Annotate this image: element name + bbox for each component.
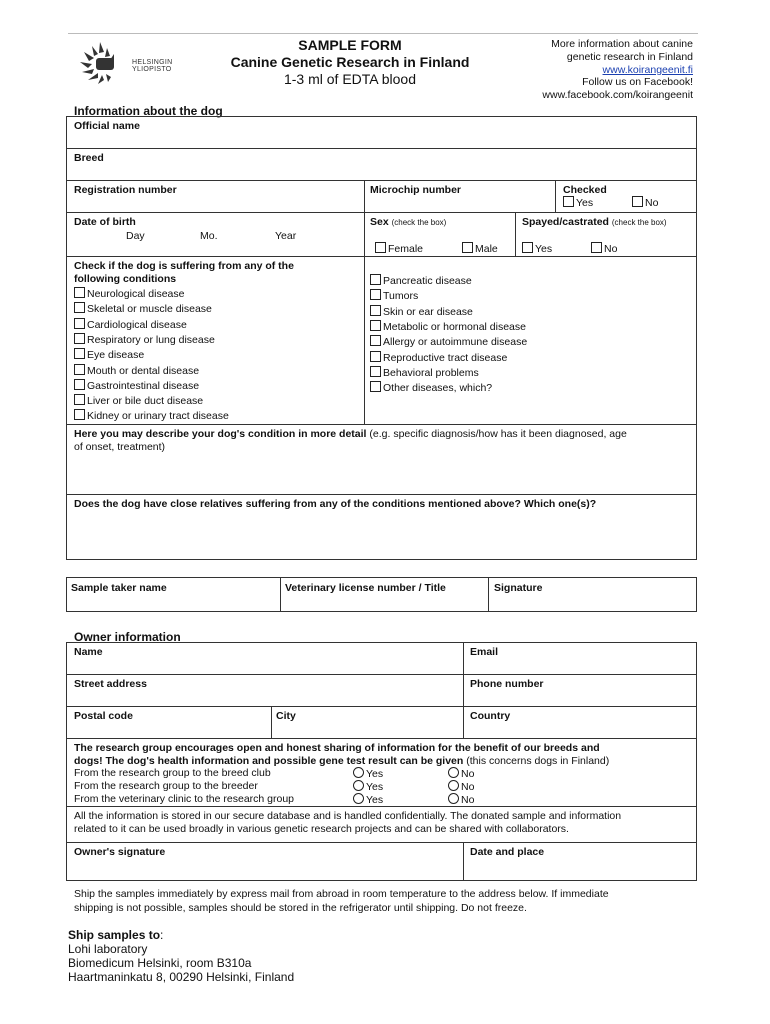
row-divider [66, 674, 697, 675]
col-divider [280, 577, 281, 612]
spayed-yes-label: Yes [535, 243, 553, 255]
checkbox[interactable] [370, 366, 381, 377]
title-blood-amount: 1-3 ml of EDTA blood [283, 71, 417, 87]
condition-label: Eye disease [87, 349, 145, 362]
info-line-1: More information about canine [551, 38, 693, 50]
dob-day-field[interactable]: Day [126, 230, 145, 242]
female-label: Female [388, 243, 424, 255]
condition-label: Tumors [383, 290, 419, 303]
consent-yes-label: Yes [366, 768, 384, 780]
condition-option[interactable] [74, 379, 199, 392]
spayed-label-text: Spayed/castrated [522, 216, 609, 228]
row-divider [66, 494, 697, 495]
info-block [500, 38, 693, 102]
title-canine-research: Canine Genetic Research in Finland [230, 54, 470, 70]
checkbox[interactable] [370, 335, 381, 346]
street-address-field[interactable]: Street address [74, 678, 147, 690]
condition-option[interactable] [74, 302, 212, 315]
checkbox[interactable] [370, 289, 381, 300]
postal-code-field[interactable]: Postal code [74, 710, 133, 722]
condition-label: Other diseases, which? [383, 382, 493, 395]
col-divider [271, 706, 272, 738]
radio-button[interactable] [448, 780, 459, 791]
conditions-title [74, 260, 294, 286]
radio-button[interactable] [353, 780, 364, 791]
title-sample-form: SAMPLE FORM [298, 37, 402, 53]
condition-label: Mouth or dental disease [87, 364, 200, 377]
sex-male-option[interactable] [462, 242, 498, 255]
checkbox[interactable] [462, 242, 473, 253]
dob-month-field[interactable]: Mo. [200, 230, 218, 242]
owner-section-title: Owner information [74, 630, 181, 644]
university-logo [74, 38, 209, 88]
condition-option[interactable] [74, 409, 229, 422]
col-divider [555, 180, 556, 212]
checked-yes-option[interactable] [563, 196, 593, 209]
sex-label-text: Sex [370, 216, 389, 228]
condition-option[interactable] [74, 333, 215, 346]
consent-yes-option[interactable] [353, 767, 383, 780]
describe-rest: (e.g. specific diagnosis/how has it been diagnosed, age [369, 428, 627, 440]
row-divider [66, 424, 697, 425]
checkbox[interactable] [74, 287, 85, 298]
consent-no-option[interactable] [448, 793, 474, 806]
form-title [200, 37, 500, 88]
vet-license-field[interactable]: Veterinary license number / Title [285, 582, 446, 594]
col-divider [463, 642, 464, 738]
owner-signature-field[interactable]: Owner's signature [74, 846, 166, 858]
spayed-no-option[interactable] [591, 242, 617, 255]
checked-yes-label: Yes [576, 197, 594, 209]
consent-no-label: No [461, 781, 475, 793]
row-divider [66, 212, 697, 213]
radio-button[interactable] [448, 767, 459, 778]
describe-bold: Here you may describe your dog's condition in more detail [74, 428, 367, 440]
checkbox[interactable] [370, 320, 381, 331]
checkbox[interactable] [74, 348, 85, 359]
condition-option[interactable] [74, 348, 144, 361]
checked-no-label: No [645, 197, 659, 209]
checkbox[interactable] [74, 318, 85, 329]
address-line-3: Haartmaninkatu 8, 00290 Helsinki, Finland [68, 970, 295, 984]
row-divider [66, 738, 697, 739]
condition-option[interactable] [370, 289, 418, 302]
condition-label: Respiratory or lung disease [87, 333, 215, 346]
consent-row-label: From the research group to the breeder [74, 780, 258, 792]
consent-line-2-bold: dogs! The dog's health information and possible gene test result can be given [74, 754, 464, 767]
owner-email-field[interactable]: Email [470, 646, 499, 658]
checkbox[interactable] [74, 333, 85, 344]
info-line-3: Follow us on Facebook! [582, 76, 693, 89]
row-divider [66, 148, 697, 149]
consent-no-label: No [461, 768, 475, 780]
condition-label: Pancreatic disease [383, 275, 472, 287]
checkbox[interactable] [74, 394, 85, 405]
registration-number-field[interactable]: Registration number [74, 184, 177, 196]
row-divider [66, 180, 697, 181]
logo-text: HELSINGIN YLIOPISTO [132, 59, 173, 73]
storage-line-2: related to it can be used broadly in various genetic research projects and can be shared with collaborators. [74, 823, 569, 835]
radio-button[interactable] [353, 767, 364, 778]
address-line-2: Biomedicum Helsinki, room B310a [68, 956, 252, 970]
consent-no-option[interactable] [448, 780, 474, 793]
city-field[interactable]: City [276, 710, 296, 722]
address-line-1: Lohi laboratory [68, 942, 148, 956]
shipping-note [74, 887, 609, 915]
condition-option[interactable] [370, 305, 473, 318]
spayed-label [522, 216, 667, 228]
condition-label: Behavioral problems [383, 366, 479, 379]
checkbox[interactable] [563, 196, 574, 207]
dob-year-field[interactable]: Year [275, 230, 297, 242]
sample-signature-field[interactable]: Signature [494, 582, 543, 594]
checkbox[interactable] [370, 274, 381, 285]
checkbox[interactable] [591, 242, 602, 253]
consent-line-2-rest: (this concerns dogs in Finland) [466, 754, 610, 767]
microchip-number-field[interactable]: Microchip number [370, 184, 462, 196]
checkbox[interactable] [375, 242, 386, 253]
consent-yes-label: Yes [366, 781, 384, 793]
checked-label: Checked [563, 184, 607, 196]
sample-taker-name-field[interactable]: Sample taker name [71, 582, 167, 594]
consent-row-label: From the veterinary clinic to the research group [74, 793, 295, 805]
spayed-yes-option[interactable] [522, 242, 552, 255]
facebook-link[interactable]: www.facebook.com/koirangeenit [542, 89, 693, 102]
condition-label: Neurological disease [87, 288, 185, 300]
condition-option[interactable] [74, 287, 184, 300]
checkbox[interactable] [74, 364, 85, 375]
condition-label: Gastrointestinal disease [87, 379, 200, 392]
condition-option[interactable] [370, 320, 526, 333]
checkbox[interactable] [632, 196, 643, 207]
checkbox[interactable] [74, 379, 85, 390]
consent-line-1: The research group encourages open and honest sharing of information for the benefit of our breeds and [74, 742, 600, 754]
ship-to-colon: : [160, 928, 164, 942]
condition-label: Skin or ear disease [383, 305, 473, 318]
logo-flame-icon [74, 38, 134, 88]
condition-label: Skeletal or muscle disease [87, 303, 212, 316]
row-divider [66, 842, 697, 843]
info-line-2: genetic research in Finland [566, 50, 693, 63]
spayed-hint: (check the box) [611, 218, 667, 227]
dog-section-title: Information about the dog [74, 104, 223, 118]
country-field[interactable]: Country [470, 710, 511, 722]
condition-label: Kidney or urinary tract disease [87, 410, 229, 423]
checkbox[interactable] [370, 305, 381, 316]
website-link[interactable]: www.koirangeenit.fi [602, 63, 693, 76]
checked-no-option[interactable] [632, 196, 658, 209]
condition-label: Liver or bile duct disease [87, 395, 204, 408]
col-divider [463, 842, 464, 881]
consent-text [74, 742, 609, 767]
describe-condition-field[interactable] [74, 428, 692, 454]
col-divider [364, 180, 365, 424]
condition-option[interactable] [370, 381, 492, 394]
condition-option[interactable] [74, 394, 203, 407]
storage-notice [74, 810, 621, 836]
sex-label [370, 216, 446, 228]
describe-line-2: of onset, treatment) [74, 441, 166, 453]
phone-number-field[interactable]: Phone number [470, 678, 544, 690]
owner-name-field[interactable]: Name [74, 646, 103, 658]
condition-option[interactable] [370, 274, 472, 287]
consent-yes-option[interactable] [353, 793, 383, 806]
shipping-note-line-1: Ship the samples immediately by express mail from abroad in room temperature to the address below. If immediate [74, 888, 609, 900]
sex-hint: (check the box) [391, 218, 447, 227]
storage-line-1: All the information is stored in our secure database and is handled confidentially. The donated sample and information [74, 810, 622, 822]
breed-field[interactable]: Breed [74, 152, 104, 164]
official-name-field[interactable]: Official name [74, 120, 140, 132]
shipping-note-line-2: shipping is not possible, samples should be stored in the refrigerator until shipping. Do not freeze. [74, 902, 527, 914]
row-divider [66, 256, 697, 257]
checkbox[interactable] [370, 381, 381, 392]
col-divider [488, 577, 489, 612]
male-label: Male [475, 243, 498, 255]
col-divider [515, 212, 516, 256]
consent-no-label: No [461, 794, 475, 806]
checkbox[interactable] [370, 351, 381, 362]
consent-yes-option[interactable] [353, 780, 383, 793]
condition-label: Reproductive tract disease [383, 351, 508, 364]
top-rule [68, 33, 698, 34]
consent-no-option[interactable] [448, 767, 474, 780]
radio-button[interactable] [448, 793, 459, 804]
relatives-field[interactable]: Does the dog have close relatives suffering from any of the conditions mentioned above? Which one(s)? [74, 498, 597, 510]
consent-yes-label: Yes [366, 794, 384, 806]
consent-row-label: From the research group to the breed club [74, 767, 271, 779]
spayed-no-label: No [604, 243, 618, 255]
condition-label: Metabolic or hormonal disease [383, 320, 526, 333]
ship-to-block [68, 928, 294, 984]
condition-label: Allergy or autoimmune disease [383, 336, 528, 349]
date-of-birth-label: Date of birth [74, 216, 136, 228]
condition-option[interactable] [370, 351, 507, 364]
checkbox[interactable] [522, 242, 533, 253]
condition-option[interactable] [74, 364, 199, 377]
checkbox[interactable] [74, 302, 85, 313]
radio-button[interactable] [353, 793, 364, 804]
row-divider [66, 806, 697, 807]
date-place-field[interactable]: Date and place [470, 846, 545, 858]
condition-label: Cardiological disease [87, 318, 187, 331]
conditions-title-line-2: following conditions [74, 273, 177, 285]
condition-option[interactable] [370, 366, 479, 379]
condition-option[interactable] [74, 318, 187, 331]
condition-option[interactable] [370, 335, 527, 348]
ship-to-title: Ship samples to [68, 928, 161, 942]
checkbox[interactable] [74, 409, 85, 420]
row-divider [66, 706, 697, 707]
conditions-title-line-1: Check if the dog is suffering from any of the [74, 260, 294, 272]
sex-female-option[interactable] [375, 242, 423, 255]
